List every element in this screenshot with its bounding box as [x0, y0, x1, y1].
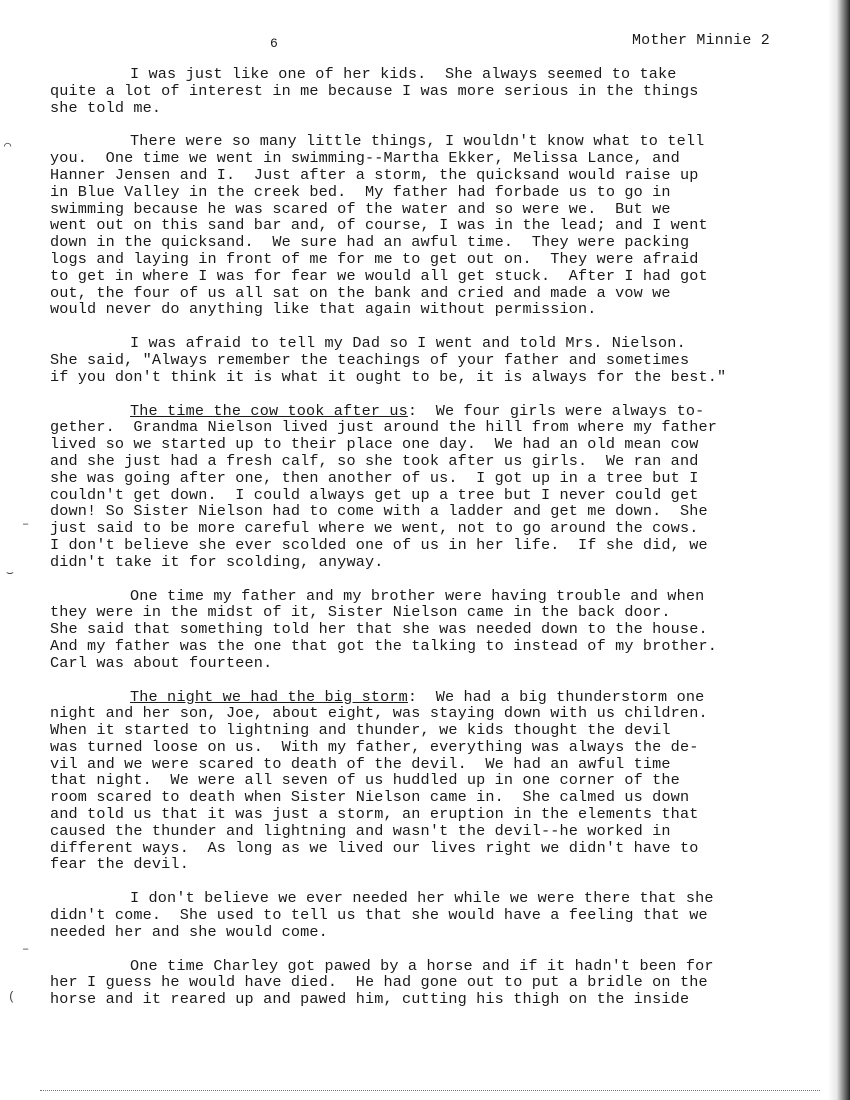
text-line: down! So Sister Nielson had to come with a ladder and get me down. She	[50, 502, 708, 521]
text-line: and she just had a fresh calf, so she took after us girls. We ran and	[50, 451, 699, 470]
text-line: in Blue Valley in the creek bed. My father had forbade us to go in	[50, 182, 671, 201]
text-line: room scared to death when Sister Nielson came in. She calmed us down	[50, 788, 690, 807]
margin-mark: ‒	[22, 942, 30, 956]
text-line: different ways. As long as we lived our lives right we didn't have to	[50, 838, 699, 857]
text-line: When it started to lightning and thunder, we kids thought the devil	[50, 721, 671, 740]
text-line: she told me.	[50, 98, 162, 117]
text-line: swimming because he was scared of the water and so were we. But we	[50, 199, 671, 218]
page-mark: 6	[270, 36, 278, 51]
text-line: I don't believe she ever scolded one of us in her life. If she did, we	[50, 535, 708, 554]
text-line: And my father was the one that got the talking to instead of my brother.	[50, 636, 718, 655]
paragraph	[50, 890, 780, 940]
paragraph	[50, 403, 780, 571]
text-line: her I guess he would have died. He had gone out to put a bridle on the	[50, 973, 708, 992]
text-line: didn't take it for scolding, anyway.	[50, 552, 384, 571]
page-header: Mother Minnie 2	[631, 32, 770, 49]
text-line: went out on this sand bar and, of course, I was in the lead; and I went	[50, 216, 708, 235]
text-line: Carl was about fourteen.	[50, 653, 273, 672]
text-line: down in the quicksand. We sure had an awful time. They were packing	[50, 233, 690, 252]
text-line: they were in the midst of it, Sister Nielson came in the back door.	[50, 603, 671, 622]
text-line: to get in where I was for fear we would all get stuck. After I had got	[50, 266, 708, 285]
margin-mark: ⌣	[6, 566, 14, 580]
scan-edge-shadow	[828, 0, 850, 1100]
text-line: was turned loose on us. With my father, everything was always the de-	[50, 737, 699, 756]
paragraph-first-line	[50, 689, 780, 706]
paragraph	[50, 66, 780, 116]
text-line: : We had a big thunderstorm one	[407, 687, 705, 706]
text-line: She said that something told her that she was needed down to the house.	[50, 620, 708, 639]
text-line: horse and it reared up and pawed him, cutting his thigh on the inside	[50, 990, 690, 1009]
text-line: just said to be more careful where we went, not to go around the cows.	[50, 519, 699, 538]
text-line: There were so many little things, I wouldn't know what to tell	[130, 132, 705, 151]
text-line: lived so we started up to their place one day. We had an old mean cow	[50, 435, 699, 454]
text-line: that night. We were all seven of us huddled up in one corner of the	[50, 771, 680, 790]
text-line: Hanner Jensen and I. Just after a storm, the quicksand would raise up	[50, 165, 699, 184]
text-line: quite a lot of interest in me because I was more serious in the things	[50, 81, 699, 100]
text-line: One time Charley got pawed by a horse and if it hadn't been for	[130, 956, 714, 975]
text-line: you. One time we went in swimming--Martha Ekker, Melissa Lance, and	[50, 149, 680, 168]
paragraph	[50, 958, 780, 1008]
text-line: needed her and she would come.	[50, 922, 328, 941]
text-line: didn't come. She used to tell us that she would have a feeling that we	[50, 906, 708, 925]
text-line: I was just like one of her kids. She always seemed to take	[130, 65, 677, 83]
paragraph	[50, 588, 780, 672]
bottom-edge	[40, 1090, 820, 1091]
text-line: night and her son, Joe, about eight, was staying down with us children.	[50, 704, 708, 723]
text-line: gether. Grandma Nielson lived just around the hill from where my father	[50, 418, 718, 437]
text-line: and told us that it was just a storm, an eruption in the elements that	[50, 805, 699, 824]
text-line: caused the thunder and lightning and wasn't the devil--he worked in	[50, 821, 671, 840]
document-body	[50, 66, 780, 1025]
section-heading: The time the cow took after us	[130, 401, 408, 420]
text-line: she was going after one, then another of us. I got up in a tree but I	[50, 468, 699, 487]
section-heading: The night we had the big storm	[130, 687, 408, 706]
text-line: would never do anything like that again without permission.	[50, 300, 597, 319]
text-line: if you don't think it is what it ought to be, it is always for the best."	[50, 367, 727, 386]
paragraph	[50, 335, 780, 385]
text-line: I was afraid to tell my Dad so I went and told Mrs. Nielson.	[130, 334, 686, 353]
margin-mark: ⌒	[4, 139, 12, 153]
text-line: couldn't get down. I could always get up a tree but I never could get	[50, 485, 699, 504]
text-line: One time my father and my brother were having trouble and when	[130, 586, 705, 605]
margin-mark: ‒	[22, 517, 30, 531]
text-line: : We four girls were always to-	[407, 401, 705, 420]
text-line: I don't believe we ever needed her while we were there that she	[130, 889, 714, 908]
paragraph-first-line	[50, 403, 780, 420]
text-line: out, the four of us all sat on the bank and cried and made a vow we	[50, 283, 671, 302]
margin-mark: (	[8, 990, 16, 1004]
text-line: logs and laying in front of me for me to get out on. They were afraid	[50, 249, 699, 268]
text-line: fear the devil.	[50, 855, 189, 874]
text-line: She said, "Always remember the teachings of your father and sometimes	[50, 350, 690, 369]
paragraph	[50, 133, 780, 318]
text-line: vil and we were scared to death of the devil. We had an awful time	[50, 754, 671, 773]
paragraph	[50, 689, 780, 874]
